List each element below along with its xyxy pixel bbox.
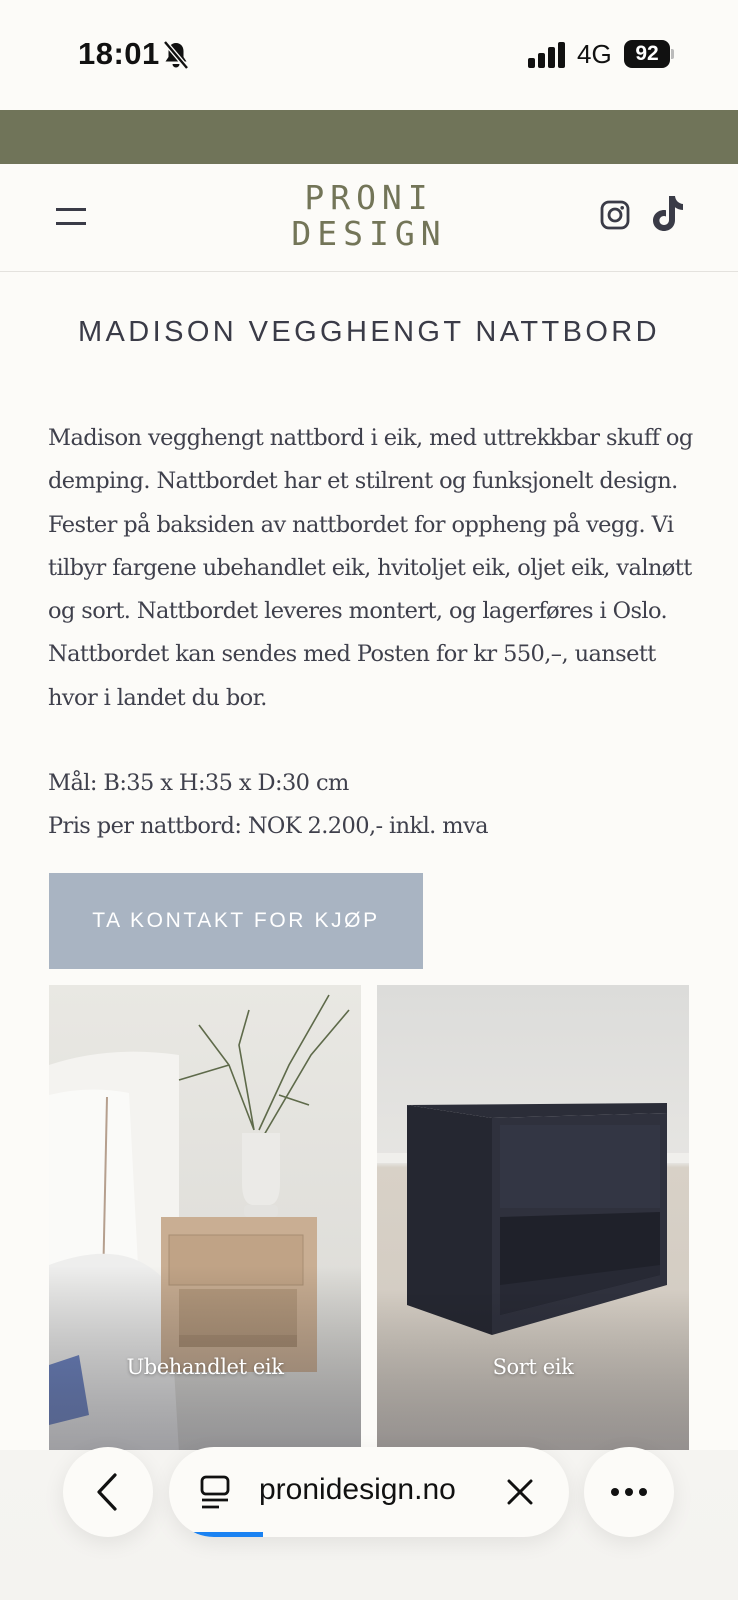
black-oak-nightstand-photo bbox=[377, 985, 689, 1453]
site-header bbox=[0, 164, 738, 272]
announcement-bar bbox=[0, 110, 738, 164]
product-price: Pris per nattbord: NOK 2.200,- inkl. mva bbox=[48, 813, 488, 839]
reader-mode-icon[interactable] bbox=[199, 1475, 231, 1509]
gallery-tile-oak[interactable] bbox=[49, 985, 361, 1453]
battery-icon bbox=[624, 40, 674, 68]
oak-nightstand-photo bbox=[49, 985, 361, 1453]
chevron-left-icon bbox=[63, 1447, 153, 1537]
more-options-button[interactable] bbox=[584, 1447, 674, 1537]
status-time: 18:01 bbox=[78, 36, 160, 71]
logo-line-1: PRONI bbox=[304, 178, 434, 217]
product-dimensions: Mål: B:35 x H:35 x D:30 cm bbox=[48, 770, 349, 796]
gallery-tile-black-oak[interactable] bbox=[377, 985, 689, 1453]
instagram-icon[interactable] bbox=[600, 200, 630, 230]
tile-label: Ubehandlet eik bbox=[126, 1355, 284, 1379]
address-bar[interactable] bbox=[169, 1447, 569, 1537]
url-text[interactable]: pronidesign.no bbox=[259, 1473, 456, 1506]
back-button[interactable] bbox=[63, 1447, 153, 1537]
contact-to-buy-button[interactable]: TA KONTAKT FOR KJØP bbox=[49, 873, 423, 969]
logo-line-2: DESIGN bbox=[291, 214, 447, 253]
product-specs bbox=[48, 762, 698, 848]
tiktok-icon[interactable] bbox=[651, 194, 687, 234]
network-type: 4G bbox=[577, 39, 612, 69]
bell-slash-icon bbox=[162, 40, 190, 70]
ellipsis-icon bbox=[584, 1447, 674, 1537]
battery-tip bbox=[671, 49, 674, 59]
page-title: MADISON VEGGHENGT NATTBORD bbox=[78, 316, 660, 348]
page-load-progress bbox=[191, 1532, 263, 1537]
tile-label: Sort eik bbox=[492, 1355, 574, 1379]
battery-percent: 92 bbox=[624, 40, 670, 68]
close-icon[interactable] bbox=[504, 1476, 536, 1508]
cellular-signal-icon bbox=[528, 42, 568, 68]
product-description: Madison vegghengt nattbord i eik, med uttrekkbar skuff og demping. Nattbordet har et stilrent og funksjonelt design. Fester på baksiden av nattbordet for oppheng på vegg. Vi tilbyr fargene ubehandlet eik, hvitoljet eik, oljet eik, valnøtt og sort. Nattbordet leveres montert, og lagerføres i Oslo. Nattbordet kan sendes med Posten for kr 550,–, uansett hvor i landet du bor. bbox=[48, 425, 693, 711]
status-bar bbox=[0, 0, 738, 110]
